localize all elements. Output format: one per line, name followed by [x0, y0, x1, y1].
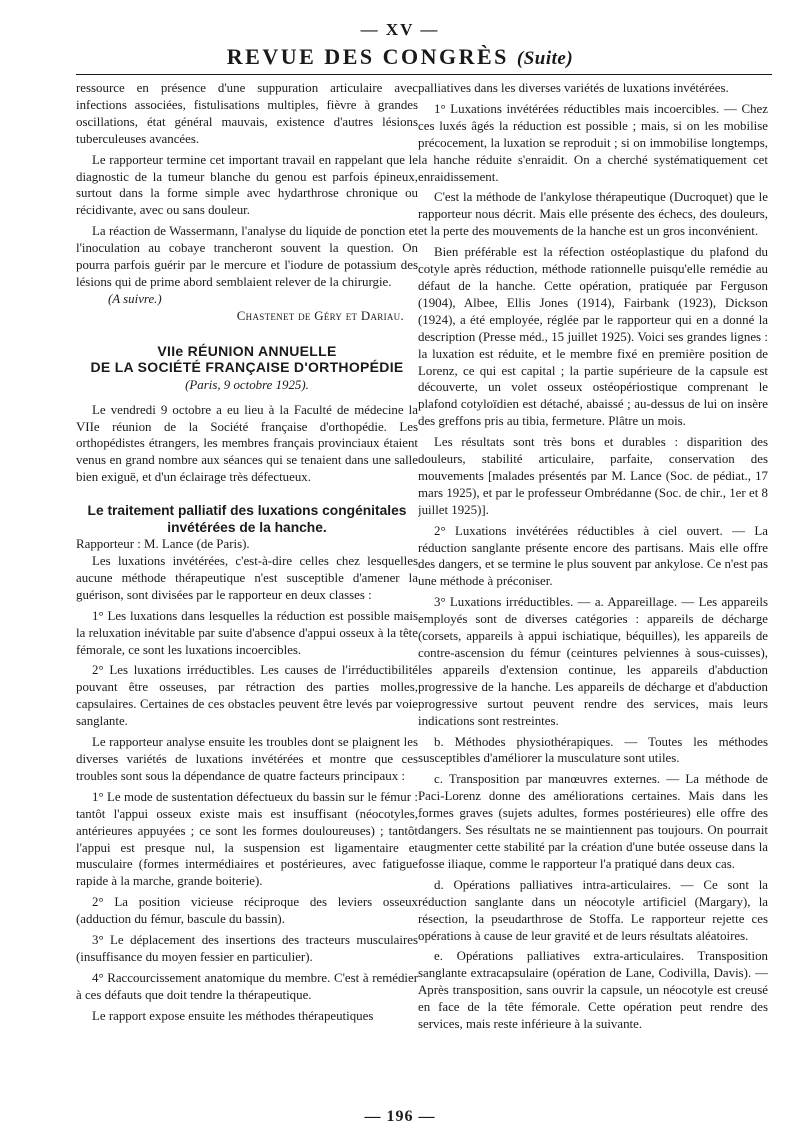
paragraph: 1° Luxations invétérées réductibles mais incoercibles. — Chez ces luxés âgés la réduction est possible ; mais, si on les mobilise précocement, la luxation se reproduit ; si on immobilise longtemps, la hanche réduite s'enraidit. On a cherché systématiquement cet enraidissement. [418, 101, 768, 184]
paragraph: Les luxations invétérées, c'est-à-dire celles chez lesquelles aucune méthode thérapeutique n'est susceptible d'amener la guérison, sont divisées par le rapporteur en deux classes : [76, 554, 418, 602]
section-title-line1: VIIe RÉUNION ANNUELLE [157, 342, 337, 359]
paragraph: 2° Les luxations irréductibles. Les causes de l'irréductibilité pouvant être osseuses, par rétraction des parties molles, capsulaires. Certaines de ces obstacles peuvent être levés par voie sanglante. [76, 663, 418, 729]
header-rule [76, 74, 772, 75]
paragraph: d. Opérations palliatives intra-articulaires. — Ce sont la réduction sanglante dans un néocotyle artificiel (Margary), la résection, la pseudarthrose de Stoffa. Le rapporteur rejette ces opérations à cause de leur gravité et de leurs résultats aléatoires. [418, 877, 768, 943]
paragraph: 2° La position vicieuse réciproque des leviers osseux (adduction du fémur, bascule du bassin). [76, 895, 418, 927]
paragraph: La réaction de Wassermann, l'analyse du liquide de ponction et l'inoculation au cobaye trancheront souvent la question. On pourra parfois guérir par le mercure et l'iodure de potassium des lésions qui de prime abord semblaient relever de la chirurgie. [76, 224, 418, 289]
running-head-suite: (Suite) [516, 48, 574, 69]
roman-page-number: — XV — [360, 20, 440, 39]
paragraph: 1° Le mode de sustentation défectueux du bassin sur le fémur : tantôt l'appui osseux existe mais est insuffisant (néocotyles, antérieures appuyées ; ce sont les formes douloureuses) ; tantôt l'appui est presque nul, la suspension est ligamentaire et musculaire (formes intermédiaires et postérieures, avec fatigue rapide à la marche, grande boiterie). [76, 789, 418, 889]
section-title [76, 343, 418, 376]
paragraph: b. Méthodes physiothérapiques. — Toutes les méthodes susceptibles d'améliorer la musculature sont utiles. [418, 734, 768, 766]
article-title: Le traitement palliatif des luxations congénitales invétérées de la hanche. [87, 503, 407, 536]
paragraph: Le rapport expose ensuite les méthodes thérapeutiques [92, 1008, 374, 1023]
right-column [418, 80, 768, 1126]
paragraph: Le vendredi 9 octobre a eu lieu à la Faculté de médecine la VIIe réunion de la Société française d'orthopédie. Les orthopédistes étrangers, les membres français provinciaux étaient venus en grand nombre aux séances qui se tenaient dans une salle bien exiguë, et d'un éclairage très défectueux. [76, 402, 418, 485]
section-title-line2: DE LA SOCIÉTÉ FRANÇAISE D'ORTHOPÉDIE [90, 359, 404, 376]
paragraph: C'est la méthode de l'ankylose thérapeutique (Ducroquet) que le rapporteur nous décrit. Mais elle présente des échecs, des douleurs, et la perte des mouvements de la hanche est un gros inconvénient. [418, 190, 768, 239]
paragraph: Bien préférable est la réfection ostéoplastique du plafond du cotyle après réduction, méthode rationnelle puisqu'elle remédie au défaut de la hanche. Cette opération, pratiquée par Ferguson (1904), Albee, Ellis Jones (1914), Fairbank (1923), Dickson (1924), a été employée, réglée par le rapporteur qui en a donné la description (Presse méd., 15 juillet 1925). Voici ses grandes lignes : la luxation est réduite, et le membre fixé en première position de Lorenz, ce qui est capital ; la partie supérieure de la capsule est découverte, un volet osseux ostéopériostique comprenant le plafond cotyloïdien est détaché, abaissé ; au-dessus de lui on insère des greffons pris au tibia, fermeture. Plâtre un mois. [418, 245, 768, 429]
paragraph: 2° Luxations invétérées réductibles à ciel ouvert. — La réduction sanglante présente encore des partisans. Mais elle offre des dangers, et se termine le plus souvent par ankylose. Ce n'est pas une méthode à préconiser. [418, 523, 768, 589]
paragraph: Les résultats sont très bons et durables : disparition des douleurs, stabilité articulaire, parfaite, conservation des mouvements [malades présentés par M. Lance (Soc. de pédiat., 17 mars 1925), et par le professeur Ombrédanne (Soc. de chir., 1er et 8 juillet 1925)]. [418, 435, 768, 517]
section-subtitle: (Paris, 9 octobre 1925). [185, 377, 309, 392]
paragraph: Le rapporteur analyse ensuite les troubles dont se plaignent les diverses variétés de luxations invétérées et montre que ces troubles sont sous la dépendance de quatre facteurs principaux : [76, 735, 418, 783]
paragraph: palliatives dans les diverses variétés de luxations invétérées. [418, 81, 729, 95]
paragraph: ressource en présence d'une suppuration articulaire avec infections associées, fistulisations multiples, fièvre à grandes oscillations, état général mauvais, existence d'autres lésions tuberculeuses avancées. [76, 81, 418, 146]
paragraph: 1° Les luxations dans lesquelles la réduction est possible mais la reluxation inévitable par suite d'absence d'appui osseux à la tête fémorale, ce sont les luxations incoercibles. [76, 608, 418, 657]
paragraph: Le rapporteur termine cet important travail en rappelant que le diagnostic de la tumeur blanche du genou est parfois épineux, surtout dans la forme simple avec hydarthrose chronique ou récidivante, avec ou sans douleur. [76, 152, 418, 218]
paragraph: 4° Raccourcissement anatomique du membre. C'est à remédier à ces défauts que doit tendre la thérapeutique. [76, 970, 418, 1002]
paragraph: 3° Luxations irréductibles. — a. Appareillage. — Les appareils employés sont de diverses catégories : appareils de décharge (corsets, appareils à appui ischiatique, béquilles), les appareils de contre-ascension du fémur (ceintures pelviennes à sous-cuisses), les appareils d'extension continue, les appareils d'abduction progressive de la hanche. Les appareils de décharge et d'abduction progressive surtout peuvent rendre des services, mais leurs indications sont restreintes. [418, 595, 768, 728]
rapporteur-line: Rapporteur : M. Lance (de Paris). [76, 537, 250, 552]
paragraph: e. Opérations palliatives extra-articulaires. Transposition sanglante extracapsulaire (opération de Lane, Codivilla, Davis). — Après transposition, sans ouvrir la capsule, un néocotyle est creusé en face de la tête fémorale. Cette opération peut rendre des services, mais reste inférieure à la suivante. [418, 949, 768, 1032]
paragraph: 3° Le déplacement des insertions des tracteurs musculaires (insuffisance du moyen fessier en particulier). [76, 933, 418, 964]
author-signature: Chastenet de Géry et Dariau. [236, 308, 404, 323]
page-folio: — 196 — [364, 1108, 436, 1125]
running-head [0, 44, 800, 70]
running-head-title: REVUE DES CONGRÈS [226, 44, 509, 69]
a-suivre: (A suivre.) [108, 291, 162, 306]
left-column [76, 80, 418, 1126]
paragraph: c. Transposition par manœuvres externes. — La méthode de Paci-Lorenz donne des améliorations certaines. Mais dans les formes graves (sujets adultes, formes postérieures) elle offre des dangers. Ses résultats ne se maintiennent pas toujours. On pourrait augmenter cette stabilité par la création d'une butée osseuse dans la fosse iliaque, comme le rapporteur l'a pratiqué dans deux cas. [418, 772, 768, 871]
